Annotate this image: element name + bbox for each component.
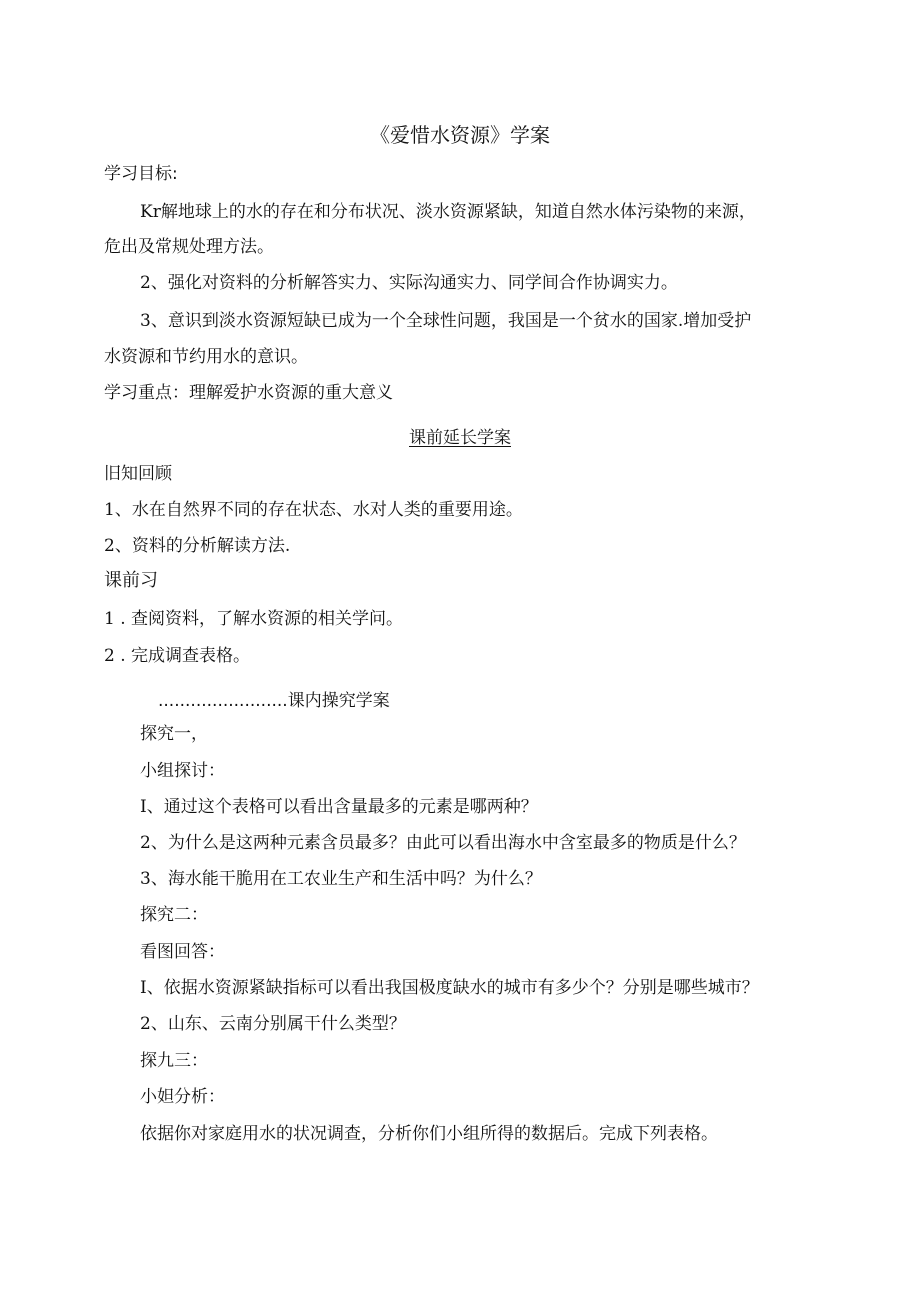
explore-3-sub: 小妲分析：: [140, 1087, 225, 1107]
objective-3-line-1: 3、意识到淡水资源短缺已成为一个全球性问题，我国是一个贫水的国家.增加受护: [140, 311, 752, 331]
objective-1-line-1: Kr解地球上的水的存在和分布状况、淡水资源紧缺，知道自然水体污染物的来源，: [140, 202, 756, 222]
objective-1-line-2: 危出及常规处理方法。: [104, 237, 274, 257]
explore-3-label: 探九三：: [140, 1051, 208, 1071]
explore-1-sub: 小组探讨：: [140, 761, 225, 781]
explore-1-question-1: I、通过这个表格可以看出含量最多的元素是哪两种？: [140, 797, 538, 817]
explore-1-question-2: 2、为什么是这两种元素含员最多？由此可以看出海水中含室最多的物质是什么？: [140, 833, 746, 853]
preclass-extension-heading: [0, 426, 920, 450]
preclass-extension-heading-text: 课前延长学案: [409, 428, 511, 448]
explore-2-question-2: 2、山东、云南分别属干什么类型？: [140, 1014, 406, 1034]
review-label: 旧知回顾: [104, 464, 172, 484]
inclass-heading: ........................课内操究学案: [158, 691, 390, 711]
explore-2-question-1: I、依据水资源紧缺指标可以看出我国极度缺水的城市有多少个？分别是哪些城市？: [140, 978, 759, 998]
explore-2-label: 探究二：: [140, 905, 208, 925]
practice-item-1: 1 . 查阅资料，了解水资源的相关学问。: [104, 609, 404, 629]
document-title: 《爱惜水资源》学案: [370, 123, 550, 147]
explore-2-sub: 看图回答：: [140, 942, 225, 962]
objective-2: 2、强化对资料的分析解答实力、实际沟通实力、同学间合作协调实力。: [140, 273, 678, 293]
preclass-practice-heading: 课前习: [104, 570, 158, 591]
key-point: 学习重点：理解爱护水资源的重大意义: [104, 383, 393, 403]
practice-item-2: 2 . 完成调查表格。: [104, 646, 251, 666]
explore-1-question-3: 3、海水能干脆用在工农业生产和生活中吗？为什么？: [140, 869, 542, 889]
objectives-heading: 学习目标:: [104, 164, 178, 184]
explore-3-task: 依据你对家庭用水的状况调查，分析你们小组所得的数据后。完成下列表格。: [140, 1124, 718, 1144]
objective-3-line-2: 水资源和节约用水的意识。: [104, 347, 308, 367]
review-item-2: 2、资料的分析解读方法.: [104, 536, 291, 556]
review-item-1: 1、水在自然界不同的存在状态、水对人类的重要用途。: [104, 500, 523, 520]
explore-1-label: 探究一，: [140, 724, 208, 744]
